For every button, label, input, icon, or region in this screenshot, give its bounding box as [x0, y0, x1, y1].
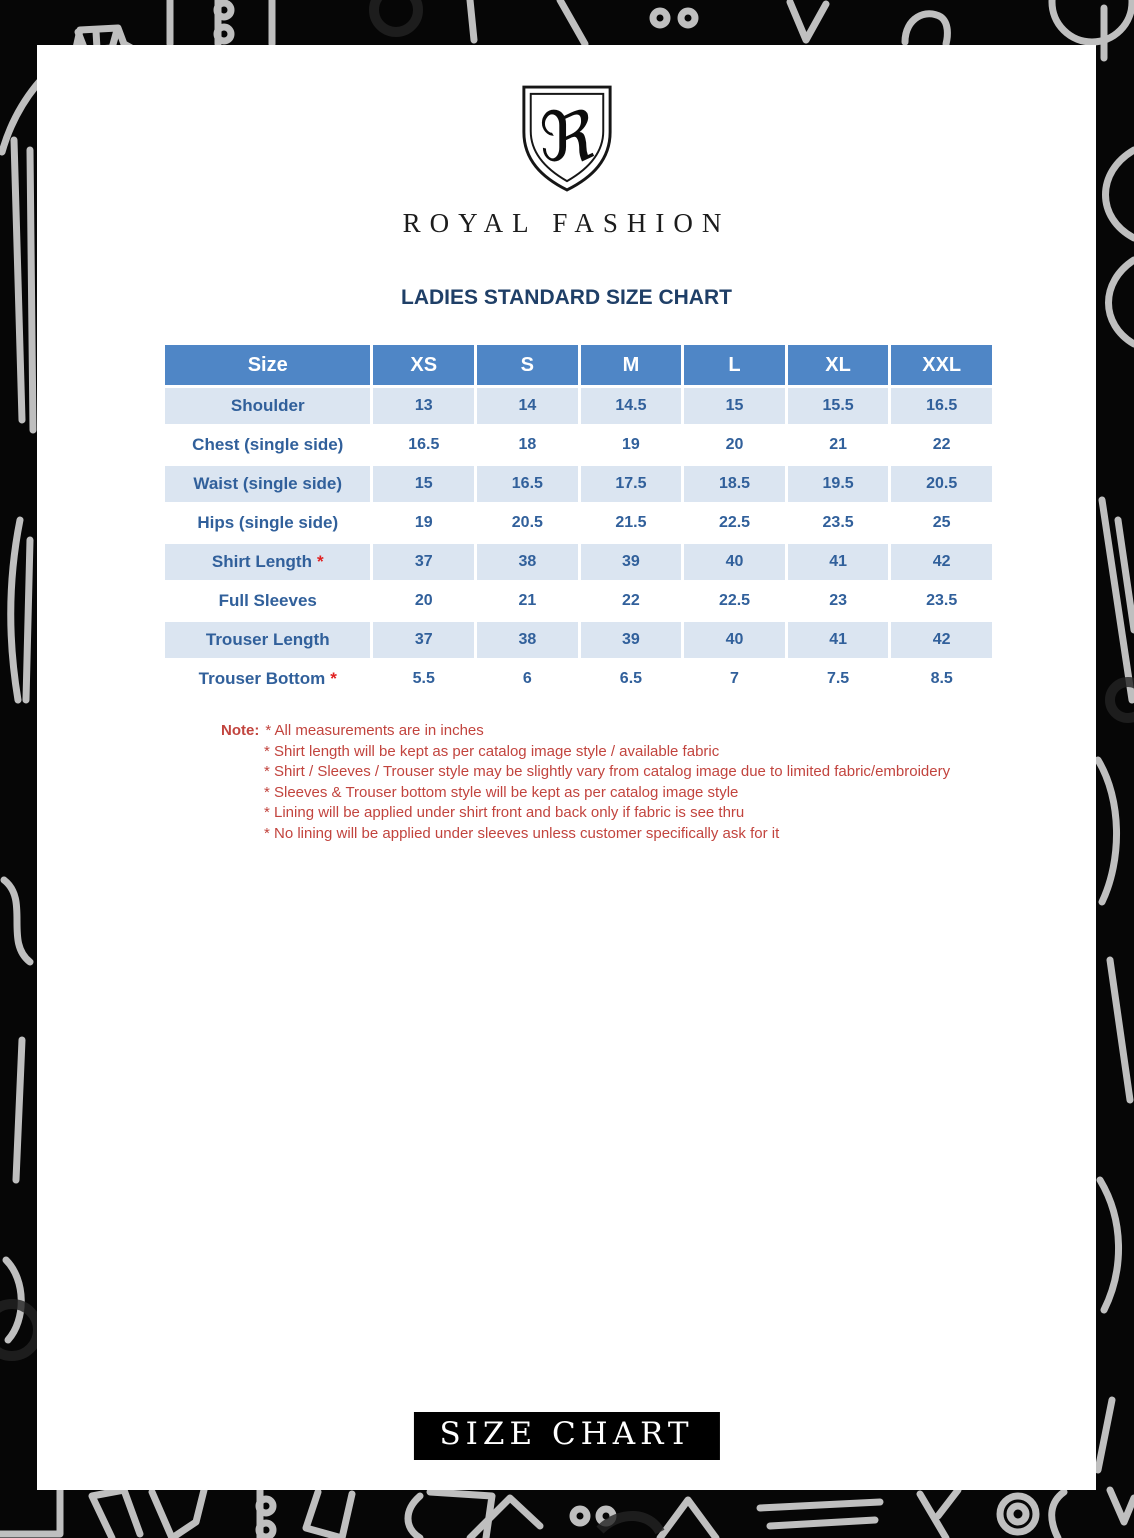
row-label-text: Waist (single side) [193, 474, 343, 493]
measurement-cell: 21 [788, 427, 889, 463]
notes-section [221, 721, 1021, 844]
measurement-cell: 21.5 [581, 505, 682, 541]
size-table-body [165, 388, 992, 697]
row-label-text: Trouser Length [205, 630, 330, 649]
table-row [165, 583, 992, 619]
page-title: LADIES STANDARD SIZE CHART [401, 286, 732, 309]
measurement-cell: 21 [477, 583, 578, 619]
table-row [165, 544, 992, 580]
note-line: * Sleeves & Trouser bottom style will be kept as per catalog image style [264, 783, 739, 801]
row-label [165, 622, 370, 658]
size-table [162, 342, 995, 700]
measurement-cell: 19 [581, 427, 682, 463]
measurement-cell: 42 [891, 622, 992, 658]
row-label [165, 466, 370, 502]
measurement-cell: 41 [788, 544, 889, 580]
row-label [165, 661, 370, 697]
size-chart-banner: SIZE CHART [413, 1412, 719, 1460]
note-line [221, 721, 1021, 742]
measurement-cell: 40 [684, 622, 785, 658]
measurement-cell: 25 [891, 505, 992, 541]
row-label-text: Shoulder [230, 396, 305, 415]
note-line: * No lining will be applied under sleeves unless customer specifically ask for it [264, 824, 780, 842]
column-header-xl: XL [788, 345, 889, 385]
table-row [165, 388, 992, 424]
asterisk-marker: * [330, 669, 337, 688]
measurement-cell: 37 [373, 622, 474, 658]
column-header-s: S [477, 345, 578, 385]
measurement-cell: 16.5 [373, 427, 474, 463]
row-label [165, 544, 370, 580]
measurement-cell: 20 [373, 583, 474, 619]
measurement-cell: 37 [373, 544, 474, 580]
measurement-cell: 16.5 [891, 388, 992, 424]
column-header-size: Size [165, 345, 370, 385]
note-line: * Shirt / Sleeves / Trouser style may be slightly vary from catalog image due to limited fabric/embroidery [264, 763, 951, 780]
measurement-cell: 20.5 [477, 505, 578, 541]
measurement-cell: 42 [891, 544, 992, 580]
document-page [37, 45, 1096, 1490]
note-label: Note: [221, 722, 260, 739]
measurement-cell: 5.5 [373, 661, 474, 697]
measurement-cell: 22.5 [684, 583, 785, 619]
logo-monogram: ℜ [538, 97, 595, 178]
measurement-cell: 40 [684, 544, 785, 580]
measurement-cell: 41 [788, 622, 889, 658]
row-label [165, 427, 370, 463]
shield-crest-icon [518, 83, 616, 198]
header-row [165, 345, 992, 385]
measurement-cell: 22 [581, 583, 682, 619]
brand-name: ROYAL FASHION [402, 208, 731, 238]
row-label-text: Trouser Bottom [198, 669, 326, 688]
measurement-cell: 23.5 [788, 505, 889, 541]
row-label [165, 505, 370, 541]
measurement-cell: 38 [477, 622, 578, 658]
table-row [165, 505, 992, 541]
column-header-xs: XS [373, 345, 474, 385]
measurement-cell: 15 [684, 388, 785, 424]
measurement-cell: 18.5 [684, 466, 785, 502]
measurement-cell: 19.5 [788, 466, 889, 502]
measurement-cell: 15.5 [788, 388, 889, 424]
row-label-text: Hips (single side) [197, 513, 339, 532]
measurement-cell: 14 [477, 388, 578, 424]
measurement-cell: 17.5 [581, 466, 682, 502]
table-row [165, 622, 992, 658]
measurement-cell: 39 [581, 544, 682, 580]
table-row [165, 661, 992, 697]
asterisk-marker: * [316, 552, 324, 571]
row-label-text: Full Sleeves [218, 591, 317, 610]
measurement-cell: 15 [373, 466, 474, 502]
measurement-cell: 23 [788, 583, 889, 619]
measurement-cell: 6 [477, 661, 578, 697]
size-table-header [165, 345, 992, 385]
measurement-cell: 38 [477, 544, 578, 580]
row-label-text: Chest (single side) [192, 435, 344, 454]
measurement-cell: 22 [891, 427, 992, 463]
measurement-cell: 23.5 [891, 583, 992, 619]
measurement-cell: 19 [373, 505, 474, 541]
note-line: * Lining will be applied under shirt front and back only if fabric is see thru [264, 804, 745, 821]
measurement-cell: 7.5 [788, 661, 889, 697]
row-label-text: Shirt Length [211, 552, 312, 571]
note-line: * Shirt length will be kept as per catalog image style / available fabric [264, 742, 720, 760]
measurement-cell: 13 [373, 388, 474, 424]
measurement-cell: 14.5 [581, 388, 682, 424]
measurement-cell: 20 [684, 427, 785, 463]
measurement-cell: 7 [684, 661, 785, 697]
column-header-xxl: XXL [891, 345, 992, 385]
measurement-cell: 16.5 [477, 466, 578, 502]
note-text: * All measurements are in inches [265, 722, 484, 739]
table-row [165, 427, 992, 463]
measurement-cell: 20.5 [891, 466, 992, 502]
brand-logo [37, 83, 1096, 239]
table-row [165, 466, 992, 502]
measurement-cell: 6.5 [581, 661, 682, 697]
column-header-m: M [581, 345, 682, 385]
column-header-l: L [684, 345, 785, 385]
row-label [165, 583, 370, 619]
measurement-cell: 39 [581, 622, 682, 658]
row-label [165, 388, 370, 424]
measurement-cell: 8.5 [891, 661, 992, 697]
measurement-cell: 22.5 [684, 505, 785, 541]
measurement-cell: 18 [477, 427, 578, 463]
